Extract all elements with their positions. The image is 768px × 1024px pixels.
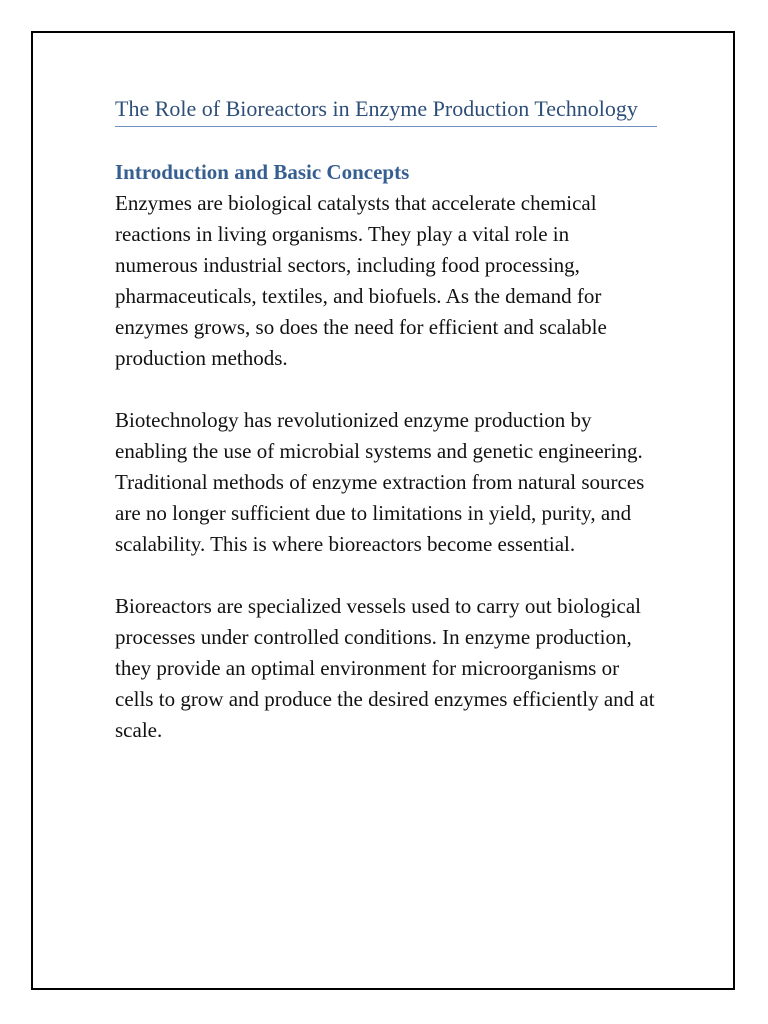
paragraph: Enzymes are biological catalysts that accelerate chemical reactions in living organisms. They play a vital role in numerous industrial sectors, including food processing, pharmaceuticals, textiles, and biofuels. As the demand for enzymes grows, so does the need for efficient and scalable production methods. (115, 191, 607, 370)
document-page (31, 31, 735, 990)
document-content (115, 95, 657, 777)
document-title: The Role of Bioreactors in Enzyme Production Technology (115, 95, 657, 127)
section-heading: Introduction and Basic Concepts (115, 160, 410, 184)
paragraph: Biotechnology has revolutionized enzyme production by enabling the use of microbial systems and genetic engineering. Traditional methods of enzyme extraction from natural sources are no longer sufficient due to limitations in yield, purity, and scalability. This is where bioreactors become essential. (115, 408, 645, 556)
paragraph: Bioreactors are specialized vessels used to carry out biological processes under controlled conditions. In enzyme production, they provide an optimal environment for microorganisms or cells to grow and produce the desired enzymes efficiently and at scale. (115, 594, 655, 742)
